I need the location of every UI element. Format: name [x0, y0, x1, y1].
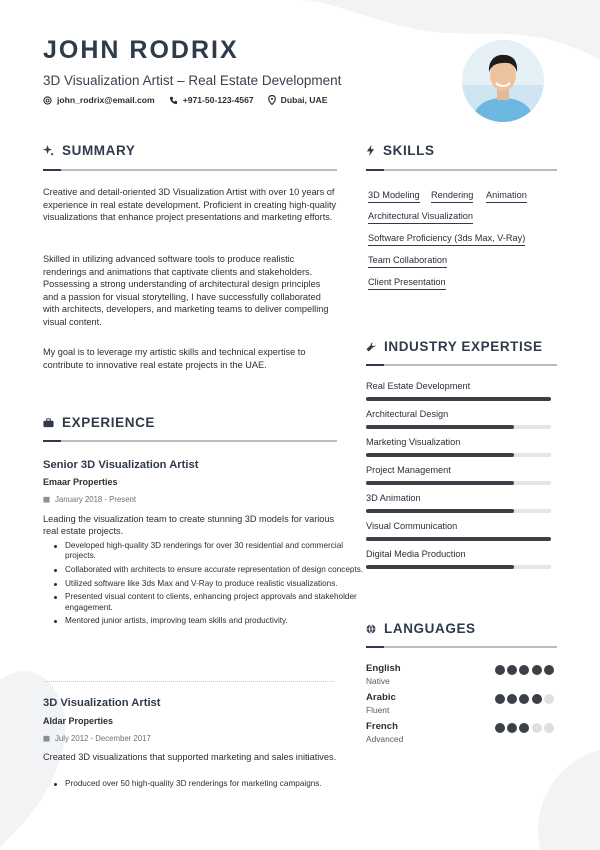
rating-dot: [532, 694, 542, 704]
skill-tag: Animation: [486, 190, 527, 203]
language-level: Fluent: [366, 705, 390, 715]
sparkle-icon: [43, 145, 54, 156]
expertise-bar: [366, 481, 551, 485]
expertise-bar: [366, 537, 551, 541]
rating-dot: [507, 694, 517, 704]
job-2-role: 3D Visualization Artist: [43, 697, 161, 709]
skills-rule: [366, 169, 557, 171]
language-rating: [495, 694, 556, 704]
expertise-bar-fill: [366, 509, 514, 513]
job-1-description: Leading the visualization team to create stunning 3D models for various real estate projects.: [43, 514, 335, 536]
lightning-icon: [366, 145, 375, 156]
expertise-label: Architectural Design: [366, 409, 449, 419]
expertise-bar-fill: [366, 537, 551, 541]
job-1-dates: [43, 495, 136, 504]
summary-heading: [43, 143, 135, 158]
profile-photo: [462, 40, 544, 122]
languages-rule: [366, 646, 557, 648]
experience-rule: [43, 440, 337, 442]
rating-dot: [519, 723, 529, 733]
rating-dot: [495, 723, 505, 733]
contact-email[interactable]: [43, 95, 155, 105]
rating-dot: [495, 665, 505, 675]
rating-dot: [532, 665, 542, 675]
expertise-bar: [366, 425, 551, 429]
expertise-bar: [366, 453, 551, 457]
expertise-rule: [366, 364, 557, 366]
expertise-bar-fill: [366, 397, 551, 401]
expertise-bar-fill: [366, 425, 514, 429]
job-2-company: Aldar Properties: [43, 716, 114, 726]
expertise-label: Project Management: [366, 465, 451, 475]
candidate-title: 3D Visualization Artist – Real Estate Development: [43, 73, 342, 88]
skill-tag: Rendering: [431, 190, 473, 203]
globe-icon: [366, 624, 376, 634]
summary-paragraph-1: Creative and detail-oriented 3D Visualization Artist with over 10 years of experience in real estate development. Proficient in creating high-quality visualizations that enhance project presentations and marketing efforts.: [43, 187, 337, 222]
language-rating: [495, 723, 556, 733]
job-2-bullets: [43, 779, 365, 793]
language-level: Native: [366, 676, 390, 686]
expertise-label: 3D Animation: [366, 493, 421, 503]
job-2-description: Created 3D visualizations that supported marketing and sales initiatives.: [43, 752, 337, 762]
languages-heading-text: LANGUAGES: [384, 621, 476, 636]
expertise-label: Visual Communication: [366, 521, 458, 531]
summary-paragraph-3: My goal is to leverage my artistic skills and technical expertise to contribute to innovative real estate projects in the UAE.: [43, 347, 306, 370]
list-item: Collaborated with architects to ensure accurate representation of design concepts.: [65, 564, 364, 574]
job-1-bullets: [43, 541, 365, 630]
expertise-label: Marketing Visualization: [366, 437, 461, 447]
rating-dot: [532, 723, 542, 733]
email-text: john_rodrix@email.com: [57, 95, 155, 105]
wrench-icon: [366, 342, 376, 352]
expertise-label: Digital Media Production: [366, 549, 466, 559]
calendar-icon: [43, 735, 50, 742]
expertise-bar-fill: [366, 565, 514, 569]
phone-text: +971-50-123-4567: [182, 95, 254, 105]
skill-tag: Architectural Visualization: [368, 211, 473, 224]
contact-location: [268, 95, 328, 105]
at-icon: [43, 96, 52, 105]
rating-dot: [544, 694, 554, 704]
list-item: Utilized software like 3ds Max and V-Ray to produce realistic visualizations.: [65, 579, 365, 589]
expertise-heading-text: INDUSTRY EXPERTISE: [384, 339, 543, 354]
expertise-label: Real Estate Development: [366, 381, 471, 391]
job-1-dates-text: January 2018 - Present: [55, 495, 137, 504]
summary-heading-text: SUMMARY: [62, 143, 136, 158]
rating-dot: [544, 665, 554, 675]
skill-tag: Software Proficiency (3ds Max, V-Ray): [368, 233, 525, 246]
skill-tag: 3D Modeling: [368, 190, 420, 203]
location-text: Dubai, UAE: [280, 95, 328, 105]
language-name: English: [366, 663, 401, 674]
skill-tag: Team Collaboration: [368, 255, 447, 268]
language-name: French: [366, 721, 398, 732]
job-1-role: Senior 3D Visualization Artist: [43, 459, 199, 471]
experience-heading: [43, 415, 155, 430]
languages-heading: [366, 621, 476, 636]
list-item: Mentored junior artists, improving team skills and productivity.: [65, 616, 365, 626]
language-rating: [495, 665, 556, 675]
language-name: Arabic: [366, 692, 396, 703]
phone-icon: [169, 96, 178, 105]
summary-rule: [43, 169, 337, 171]
list-item: Produced over 50 high-quality 3D renderings for marketing campaigns.: [65, 779, 365, 789]
rating-dot: [495, 694, 505, 704]
rating-dot: [519, 665, 529, 675]
contact-bar: [43, 95, 341, 105]
rating-dot: [544, 723, 554, 733]
skills-heading: [366, 143, 435, 158]
calendar-icon: [43, 496, 50, 503]
job-separator: [43, 681, 334, 682]
contact-phone[interactable]: [169, 95, 254, 105]
list-item: Presented visual content to clients, enhancing project approvals and stakeholder engagement.: [65, 592, 365, 612]
rating-dot: [507, 723, 517, 733]
rating-dot: [519, 694, 529, 704]
job-2-dates-text: July 2012 - December 2017: [55, 734, 151, 743]
skills-heading-text: SKILLS: [383, 143, 435, 158]
rating-dot: [507, 665, 517, 675]
expertise-heading: [366, 339, 543, 354]
job-2-dates: [43, 734, 151, 743]
expertise-bar: [366, 565, 551, 569]
briefcase-icon: [43, 418, 54, 428]
skill-tag: Client Presentation: [368, 277, 446, 290]
language-level: Advanced: [366, 734, 404, 744]
candidate-name: JOHN RODRIX: [43, 36, 239, 64]
expertise-bar: [366, 397, 551, 401]
expertise-bar: [366, 509, 551, 513]
map-pin-icon: [268, 95, 276, 105]
summary-paragraph-2: Skilled in utilizing advanced software tools to produce realistic renderings and animations that captivate clients and stakeholders. Possessing a strong understanding of architectural design principles and a passion for visual storytelling, I have successfully collaborated with architects, developers, and marketing teams to deliver compelling visual content.: [43, 254, 329, 327]
list-item: Developed high-quality 3D renderings for over 30 residential and commercial projects.: [65, 541, 365, 561]
job-1-company: Emaar Properties: [43, 477, 118, 487]
experience-heading-text: EXPERIENCE: [62, 415, 156, 430]
expertise-bar-fill: [366, 481, 514, 485]
expertise-bar-fill: [366, 453, 514, 457]
